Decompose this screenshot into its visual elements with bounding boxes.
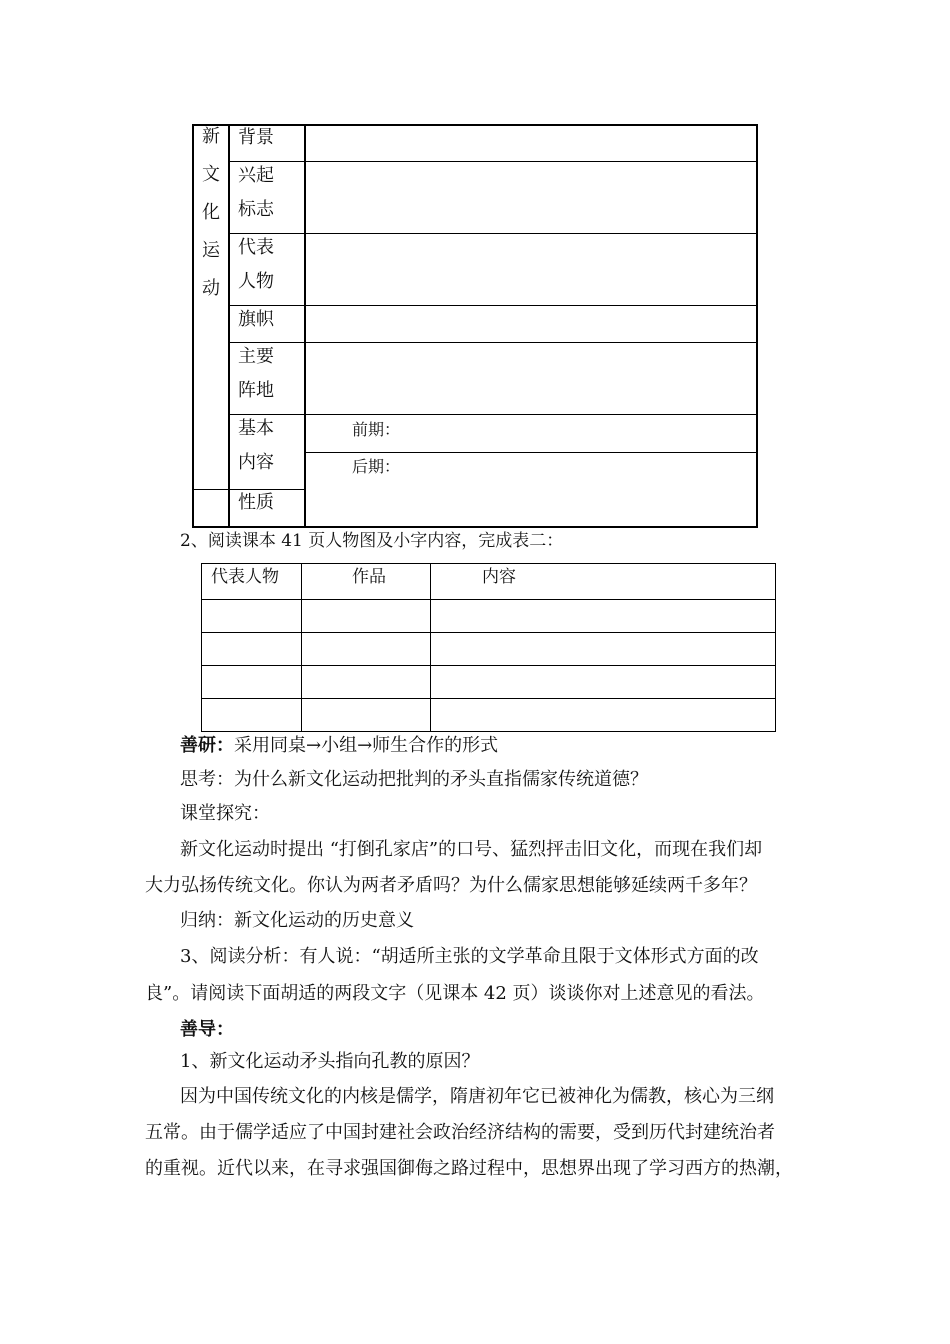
header-works: 作品 [352,567,386,587]
column-divider [301,563,302,732]
table-column-divider-2 [304,124,306,528]
row-divider [228,414,758,415]
row-label-nature: 性质 [238,492,274,513]
table-border-bottom [201,731,776,732]
row-label-figures: 人物 [238,271,274,292]
table-border-left [192,124,194,528]
vertical-label-char: 化 [202,202,220,223]
row-label-background: 背景 [238,127,274,148]
answer-paragraph-line: 五常。由于儒学适应了中国封建社会政治经济结构的需要，受到历代封建统治者 [145,1122,775,1143]
think-question: 思考：为什么新文化运动把批判的矛头直指儒家传统道德？ [180,769,648,790]
column-divider [430,563,431,732]
vertical-label-char: 文 [202,164,220,185]
content-late-period: 后期： [352,457,401,476]
row-divider [228,305,758,306]
table-new-culture-movement [192,124,758,528]
inquiry-paragraph-line: 新文化运动时提出 “打倒孔家店”的口号、猛烈抨击旧文化，而现在我们却 [180,839,763,860]
table-border-bottom [192,526,758,528]
table-representatives [201,563,776,732]
row-label-figures: 代表 [238,237,274,258]
table-border-top [192,124,758,126]
row-divider [228,233,758,234]
row-divider [201,698,776,699]
header-content: 内容 [482,567,516,587]
header-representative: 代表人物 [211,567,279,587]
shanyan-label: 善研： [180,735,234,756]
row-label-content: 内容 [238,452,274,473]
row-label-content: 基本 [238,418,274,439]
shanyan-text: 采用同桌→小组→师生合作的形式 [234,735,499,756]
inquiry-paragraph-line: 大力弘扬传统文化。你认为两者矛盾吗？为什么儒家思想能够延续两千多年？ [145,875,757,896]
item-3-line: 3、阅读分析：有人说：“胡适所主张的文学革命且限于文体形式方面的改 [180,946,759,967]
shanyan-line [180,737,498,755]
row-label-banner: 旗帜 [238,309,274,330]
table-border-right [756,124,758,528]
table-border-top [201,563,776,564]
item-3-line: 良”。请阅读下面胡适的两段文字（见课本 42 页）谈谈你对上述意见的看法。 [145,983,765,1004]
content-early-period: 前期： [352,420,401,439]
row-label-rise: 兴起 [238,165,274,186]
row-divider-nature [192,489,306,490]
row-divider [228,342,758,343]
question-1: 1、新文化运动矛头指向孔教的原因？ [180,1051,480,1072]
vertical-label-char: 运 [202,240,220,261]
table-border-left [201,563,202,732]
answer-paragraph-line: 因为中国传统文化的内核是儒学，隋唐初年它已被神化为儒教，核心为三纲 [180,1086,774,1107]
vertical-label-char: 新 [202,126,220,147]
shandao-label: 善导： [180,1019,234,1040]
class-inquiry-label: 课堂探究： [180,803,270,824]
row-divider-sub [304,452,758,453]
vertical-label-char: 动 [202,278,220,299]
answer-paragraph-line: 的重视。近代以来，在寻求强国御侮之路过程中，思想界出现了学习西方的热潮， [145,1158,793,1179]
row-divider [228,161,758,162]
row-divider [201,632,776,633]
row-divider [201,599,776,600]
instruction-item-2: 2、阅读课本 41 页人物图及小字内容，完成表二： [180,531,564,551]
row-label-rise: 标志 [238,199,274,220]
row-divider [201,665,776,666]
table-column-divider-1 [228,124,230,528]
summary-line: 归纳：新文化运动的历史意义 [180,910,414,931]
table-border-right [775,563,776,732]
row-label-platform: 阵地 [238,380,274,401]
row-label-platform: 主要 [238,346,274,367]
